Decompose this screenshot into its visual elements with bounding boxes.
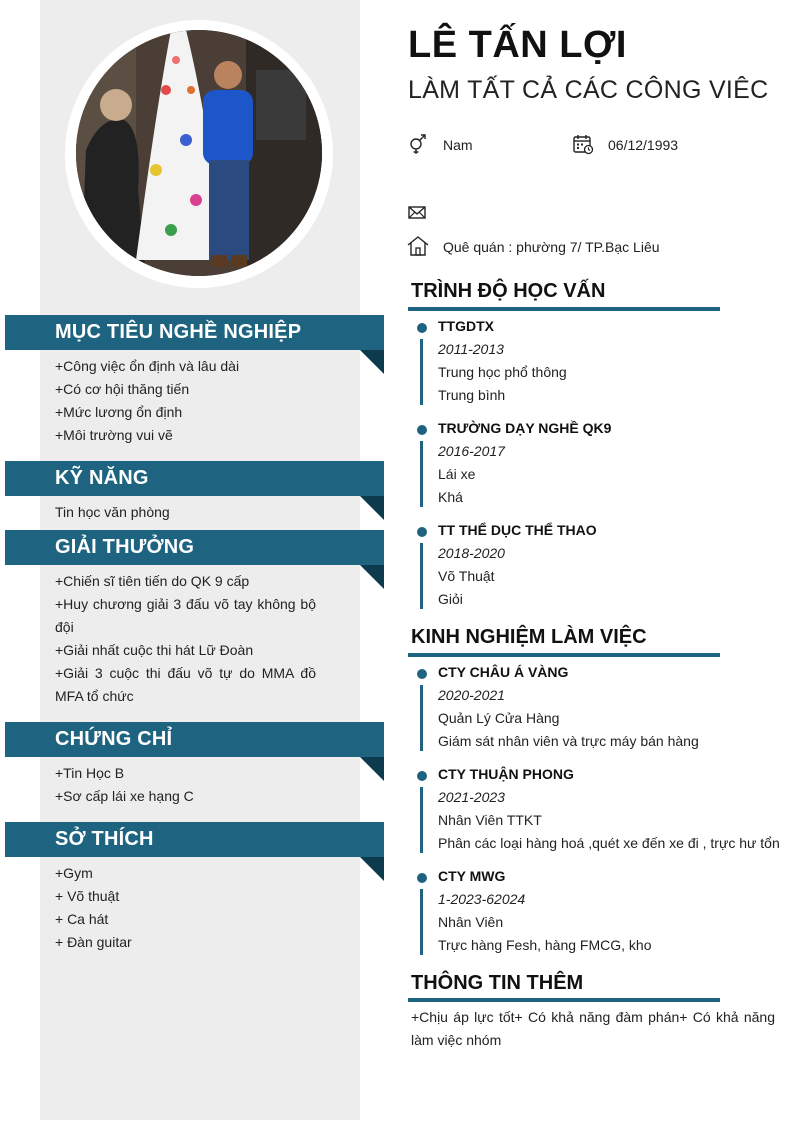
entry-time: 2018-2020 xyxy=(438,545,505,561)
entry-org: CTY THUẬN PHONG xyxy=(438,766,574,782)
entry-detail: Lái xe xyxy=(438,466,476,482)
entry-org: TRƯỜNG DẠY NGHỀ QK9 xyxy=(438,420,612,436)
entry-time: 1-2023-62024 xyxy=(438,891,526,907)
entry-detail: Trung bình xyxy=(438,387,506,403)
entry-time: 2016-2017 xyxy=(438,443,505,459)
job-title: LÀM TẤT CẢ CÁC CÔNG VIÊC xyxy=(408,76,769,104)
timeline-line xyxy=(420,543,423,609)
list-item: + Đàn guitar xyxy=(55,934,132,950)
list-item: +Công việc ổn định và lâu dài xyxy=(55,358,240,374)
objective-list xyxy=(55,355,316,447)
home-icon xyxy=(407,235,429,257)
entry-time: 2011-2013 xyxy=(438,341,504,357)
banner-fold xyxy=(360,350,384,374)
list-item: +Môi trường vui vẽ xyxy=(55,427,173,443)
timeline-line xyxy=(420,441,423,507)
timeline-dot xyxy=(417,873,427,883)
timeline-dot xyxy=(417,771,427,781)
additional-text: +Chịu áp lực tốt+ Có khả năng đàm phán+ Có khả năng làm việc nhóm xyxy=(411,1009,775,1048)
birthdate-value: 06/12/1993 xyxy=(608,137,679,153)
hobbies-banner xyxy=(5,822,384,857)
awards-list xyxy=(55,570,316,708)
section-divider xyxy=(408,307,720,311)
entry-time: 2020-2021 xyxy=(438,687,505,703)
list-item: +Gym xyxy=(55,865,93,881)
skills-banner xyxy=(5,461,384,496)
entry-detail: Phân các loại hàng hoá ,quét xe đến xe đi , trực hư tổn xyxy=(438,835,780,851)
banner-fold xyxy=(360,757,384,781)
list-item: +Có cơ hội thăng tiến xyxy=(55,381,190,397)
entry-detail: Quản Lý Cửa Hàng xyxy=(438,710,560,726)
section-divider xyxy=(408,998,720,1002)
list-item: +Mức lương ổn định xyxy=(55,404,183,420)
banner-fold xyxy=(360,857,384,881)
objective-banner xyxy=(5,315,384,350)
entry-detail: Trực hàng Fesh, hàng FMCG, kho xyxy=(438,937,652,953)
email-icon xyxy=(407,202,429,224)
list-item: Tin học văn phòng xyxy=(55,504,170,520)
entry-detail: Trung học phổ thông xyxy=(438,364,567,380)
timeline-line xyxy=(420,685,423,751)
entry-org: TTGDTX xyxy=(438,318,494,334)
timeline-dot xyxy=(417,323,427,333)
list-item: +Sơ cấp lái xe hạng C xyxy=(55,788,194,804)
timeline-dot xyxy=(417,527,427,537)
section-divider xyxy=(408,653,720,657)
entry-detail: Nhân Viên xyxy=(438,914,504,930)
list-item: +Giải 3 cuộc thi đấu võ tự do MMA đồ MFA tổ chức xyxy=(55,665,316,704)
calendar-icon xyxy=(572,133,594,155)
list-item: +Giải nhất cuộc thi hát Lữ Đoàn xyxy=(55,642,254,658)
avatar xyxy=(76,30,322,276)
list-item: +Chiến sĩ tiên tiến do QK 9 cấp xyxy=(55,573,250,589)
hobbies-list xyxy=(55,862,316,954)
certificates-list xyxy=(55,762,316,808)
entry-detail: Nhân Viên TTKT xyxy=(438,812,542,828)
certificates-banner xyxy=(5,722,384,757)
list-item: + Võ thuật xyxy=(55,888,120,904)
entry-detail: Giám sát nhân viên và trực máy bán hàng xyxy=(438,733,699,749)
experience-title: KINH NGHIỆM LÀM VIỆC xyxy=(411,626,647,648)
awards-banner xyxy=(5,530,384,565)
banner-fold xyxy=(360,565,384,589)
entry-org: CTY MWG xyxy=(438,868,506,884)
list-item: + Ca hát xyxy=(55,911,109,927)
address-value: Quê quán : phường 7/ TP.Bạc Liêu xyxy=(443,239,660,255)
list-item: +Tin Học B xyxy=(55,765,125,781)
education-title: TRÌNH ĐỘ HỌC VẤN xyxy=(411,280,606,302)
objective-title: MỤC TIÊU NGHỀ NGHIỆP xyxy=(55,321,302,343)
timeline-line xyxy=(420,787,423,853)
entry-detail: Khá xyxy=(438,489,463,505)
gender-value: Nam xyxy=(443,137,473,153)
certificates-title: CHỨNG CHỈ xyxy=(55,728,173,750)
entry-detail: Giỏi xyxy=(438,591,463,607)
gender-icon xyxy=(407,133,429,155)
entry-time: 2021-2023 xyxy=(438,789,505,805)
list-item: +Huy chương giải 3 đấu võ tay không bộ đội xyxy=(55,596,316,635)
timeline-line xyxy=(420,889,423,955)
timeline-dot xyxy=(417,669,427,679)
avatar-photo xyxy=(76,30,322,276)
additional-title: THÔNG TIN THÊM xyxy=(411,972,584,994)
timeline-dot xyxy=(417,425,427,435)
timeline-line xyxy=(420,339,423,405)
entry-detail: Võ Thuật xyxy=(438,568,495,584)
candidate-name: LÊ TẤN LỢI xyxy=(408,24,627,66)
hobbies-title: SỞ THÍCH xyxy=(55,828,154,850)
entry-org: TT THỂ DỤC THỂ THAO xyxy=(438,522,597,538)
skills-title: KỸ NĂNG xyxy=(55,467,149,489)
entry-org: CTY CHÂU Á VÀNG xyxy=(438,664,569,680)
banner-fold xyxy=(360,496,384,520)
skills-list xyxy=(55,501,316,524)
awards-title: GIẢI THƯỞNG xyxy=(55,536,195,558)
